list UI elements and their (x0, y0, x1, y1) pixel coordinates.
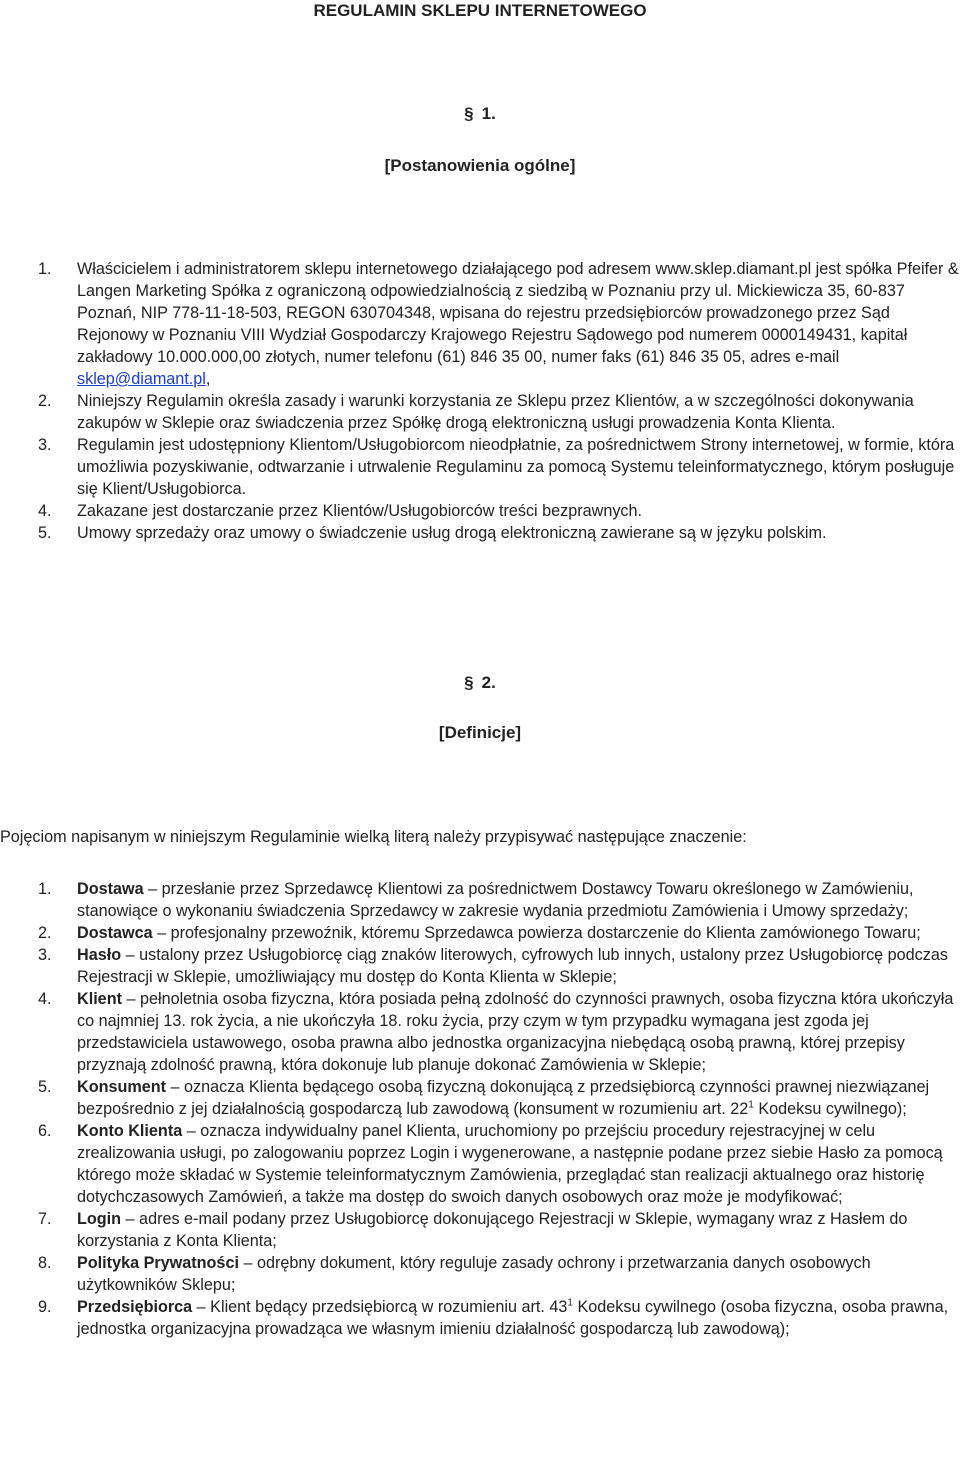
item-text: Niniejszy Regulamin określa zasady i warunki korzystania ze Sklepu przez Klientów, a w szczególności dokonywania zakupów w Sklepie oraz świadczenia przez Spółkę drogą elektroniczną usługi prowadzenia Konta Klienta. (77, 392, 914, 432)
section-1-heading: [Postanowienia ogólne] (384, 156, 576, 175)
list-item (38, 988, 960, 1076)
defined-term: Przedsiębiorca (77, 1298, 193, 1316)
paragraph-sign: § (464, 673, 474, 692)
definition-text-tail: Kodeksu cywilnego); (753, 1100, 907, 1118)
defined-term: Hasło (77, 946, 122, 964)
item-number: 5. (38, 524, 52, 542)
defined-term: Login (77, 1210, 122, 1228)
definition-text: – odrębny dokument, który reguluje zasady ochrony i przetwarzania danych osobowych użytkowników Sklepu; (77, 1254, 871, 1294)
item-number: 3. (38, 436, 52, 454)
item-text: Regulamin jest udostępniony Klientom/Usługobiorcom nieodpłatnie, za pośrednictwem Strony internetowej, w formie, która umożliwia pozyskiwanie, odtwarzanie i utrwalenie Regulaminu za pomocą Systemu teleinformatycznego, którym posługuje się Klient/Usługobiorca. (77, 436, 955, 498)
item-number: 2. (38, 392, 52, 410)
defined-term: Dostawca (77, 924, 153, 942)
definition-text: – profesjonalny przewoźnik, któremu Sprzedawca powierza dostarczenie do Klienta zamówionego Towaru; (152, 924, 921, 942)
section-2-heading: [Definicje] (438, 723, 522, 742)
superscript: 1 (748, 1099, 754, 1111)
definition-text: – oznacza indywidualny panel Klienta, uruchomiony po przejściu procedury rejestracyjnej w celu zrealizowania usługi, po zalogowaniu poprzez Login i wygenerowane, a następnie podane przez siebie Hasło za pomocą którego może składać w Systemie teleinformatycznym Zamówienia, przeglądać stan realizacji aktualnego oraz historię dotychczasowych Zamówień, a także ma dostęp do swoich danych osobowych oraz może je modyfikować; (77, 1122, 943, 1206)
item-number: 6. (38, 1122, 52, 1140)
item-text: Umowy sprzedaży oraz umowy o świadczenie usług drogą elektroniczną zawierane są w języku polskim. (77, 524, 827, 542)
item-number: 9. (38, 1298, 52, 1316)
superscript: 1 (567, 1297, 573, 1309)
defined-term: Klient (77, 990, 122, 1008)
list-item (38, 522, 960, 544)
definition-text: – oznacza Klienta będącego osobą fizyczną dokonującą z przedsiębiorcą czynności prawnej niezwiązanej bezpośrednio z jej działalnością gospodarczą lub zawodową (konsument w rozumieniu art. 22 (77, 1078, 930, 1118)
list-item (38, 922, 960, 944)
list-item (38, 434, 960, 500)
item-number: 3. (38, 946, 52, 964)
item-number: 4. (38, 502, 52, 520)
item-number: 1. (38, 880, 52, 898)
item-text: Zakazane jest dostarczanie przez Klientów/Usługobiorców treści bezprawnych. (77, 502, 643, 520)
section-1-number (0, 104, 960, 124)
item-text: Właścicielem i administratorem sklepu internetowego działającego pod adresem www.sklep.diamant.pl jest spółka Pfeifer & Langen Marketing Spółka z ograniczoną odpowiedzialnością z siedzibą w Poznaniu przy ul. Mickiewicza 35, 60-837 Poznań, NIP 778-11-18-503, REGON 630704348, wpisana do rejestru przedsiębiorców prowadzonego przez Sąd Rejonowy w Poznaniu VIII Wydział Gospodarczy Krajowego Rejestru Sądowego pod numerem 0000149431, kapitał zakładowy 10.000.000,00 złotych, numer telefonu (61) 846 35 00, numer faks (61) 846 35 05, adres e-mail (77, 260, 959, 366)
definition-text: – adres e-mail podany przez Usługobiorcę dokonującego Rejestracji w Sklepie, wymagany wraz z Hasłem do korzystania z Konta Klienta; (77, 1210, 908, 1250)
item-number: 7. (38, 1210, 52, 1228)
definition-text-tail: Kodeksu cywilnego (osoba fizyczna, osoba prawna, jednostka organizacyjna prowadząca we własnym imieniu działalność gospodarczą lub zawodową); (77, 1298, 949, 1338)
list-item (38, 1208, 960, 1252)
item-text-tail: , (205, 370, 211, 388)
definition-text: – przesłanie przez Sprzedawcę Klientowi za pośrednictwem Dostawcy Towaru określonego w Zamówieniu, stanowiące o wykonaniu świadczenia Sprzedawcy w zakresie wydania przedmiotu Zamówienia i Umowy sprzedaży; (77, 880, 914, 920)
item-number: 2. (38, 924, 52, 942)
defined-term: Dostawa (77, 880, 144, 898)
document-title: REGULAMIN SKLEPU INTERNETOWEGO (313, 1, 647, 20)
list-item (38, 1076, 960, 1120)
definition-text: – Klient będący przedsiębiorcą w rozumieniu art. 43 (192, 1298, 568, 1316)
section-2-number (0, 673, 960, 693)
definitions-intro: Pojęciom napisanym w niniejszym Regulaminie wielką literą należy przypisywać następujące znaczenie: (0, 828, 747, 846)
defined-term: Konsument (77, 1078, 167, 1096)
list-item (38, 258, 960, 390)
section-number: 2. (481, 673, 496, 692)
list-item (38, 500, 960, 522)
email-link[interactable]: sklep@diamant.pl (77, 370, 206, 388)
list-item (38, 878, 960, 922)
item-number: 4. (38, 990, 52, 1008)
item-number: 1. (38, 260, 52, 278)
item-number: 8. (38, 1254, 52, 1272)
general-provisions-list (38, 258, 960, 544)
list-item (38, 1252, 960, 1296)
definitions-list (38, 878, 960, 1340)
list-item (38, 1296, 960, 1340)
list-item (38, 390, 960, 434)
list-item (38, 1120, 960, 1208)
section-number: 1. (481, 104, 496, 123)
paragraph-sign: § (464, 104, 474, 123)
item-number: 5. (38, 1078, 52, 1096)
list-item (38, 944, 960, 988)
defined-term: Polityka Prywatności (77, 1254, 239, 1272)
definition-text: – pełnoletnia osoba fizyczna, która posiada pełną zdolność do czynności prawnych, osoba fizyczna która ukończyła co najmniej 13. rok życia, a nie ukończyła 18. roku życia, przy czym w tym przypadku wymagana jest zgoda jej przedstawiciela ustawowego, osoba prawna albo jednostka organizacyjna niebędącą osobą prawną, której przepisy przyznają zdolność prawną, która dokonuje lub planuje dokonać Zamówienia w Sklepie; (77, 990, 954, 1074)
definition-text: – ustalony przez Usługobiorcę ciąg znaków literowych, cyfrowych lub innych, ustalony przez Usługobiorcę podczas Rejestracji w Sklepie, umożliwiający mu dostęp do Konta Klienta w Sklepie; (77, 946, 948, 986)
defined-term: Konto Klienta (77, 1122, 183, 1140)
